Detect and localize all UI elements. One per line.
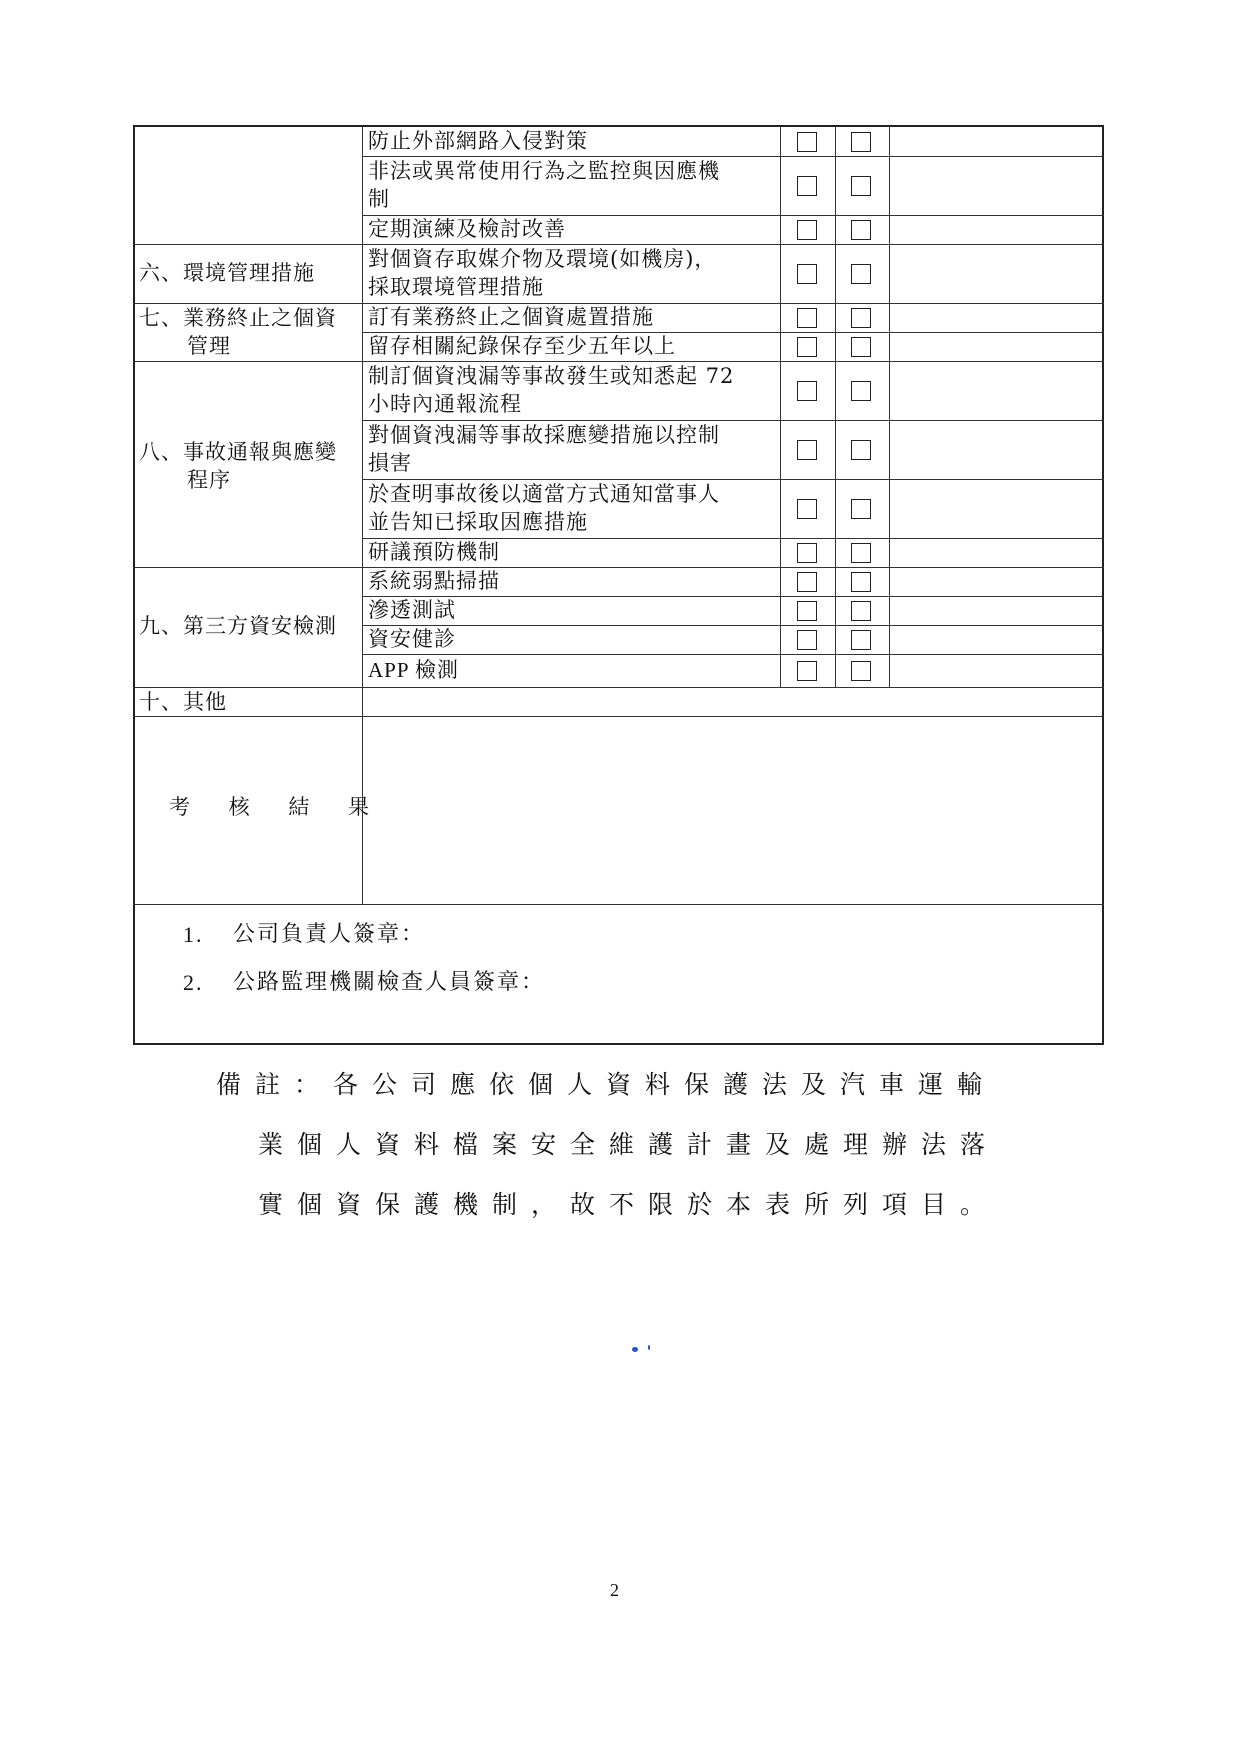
no-checkbox[interactable] [851,661,871,681]
no-checkbox[interactable] [851,308,871,328]
yes-checkbox[interactable] [797,132,817,152]
item-text: 資安健診 [368,627,456,651]
note-line-1: 備註：各公司應依個人資料保護法及汽車運輸 [216,1070,997,1099]
item-text: 防止外部網路入侵對策 [368,129,588,153]
section-other-label: 十、其他 [139,690,227,714]
signature-number-2: 2. [183,970,204,995]
item-text: 對個資洩漏等事故採應變措施以控制 [368,423,720,447]
yes-checkbox[interactable] [797,308,817,328]
no-checkbox[interactable] [851,440,871,460]
note-line-2: 業個人資料檔案安全維護計畫及處理辦法落 [258,1130,1000,1159]
inspector-signature-label: 公路監理機關檢查人員簽章： [233,970,546,995]
yes-checkbox[interactable] [797,661,817,681]
no-checkbox[interactable] [851,572,871,592]
section-incident-label-2: 程序 [187,468,231,492]
no-checkbox[interactable] [851,264,871,284]
item-text: 制 [368,187,390,211]
item-text: 研議預防機制 [368,540,500,564]
no-checkbox[interactable] [851,543,871,563]
section-env-label: 六、環境管理措施 [139,261,315,285]
no-checkbox[interactable] [851,499,871,519]
no-checkbox[interactable] [851,220,871,240]
no-checkbox[interactable] [851,176,871,196]
checklist-table [133,125,1104,1045]
no-checkbox[interactable] [851,601,871,621]
yes-checkbox[interactable] [797,264,817,284]
ink-spot [648,1345,650,1350]
yes-checkbox[interactable] [797,337,817,357]
yes-checkbox[interactable] [797,176,817,196]
item-text: 定期演練及檢討改善 [368,217,566,241]
yes-checkbox[interactable] [797,543,817,563]
item-text: 系統弱點掃描 [368,569,500,593]
yes-checkbox[interactable] [797,499,817,519]
no-checkbox[interactable] [851,630,871,650]
yes-checkbox[interactable] [797,440,817,460]
section-termination-label-1: 七、業務終止之個資 [139,306,337,330]
item-text: 滲透測試 [368,598,456,622]
yes-checkbox[interactable] [797,601,817,621]
yes-checkbox[interactable] [797,381,817,401]
yes-checkbox[interactable] [797,220,817,240]
item-text: 訂有業務終止之個資處置措施 [368,305,654,329]
no-checkbox[interactable] [851,337,871,357]
note-line-3: 實個資保護機制，故不限於本表所列項目。 [258,1190,1000,1219]
result-label: 考 核 結 果 [169,795,386,819]
item-text: APP 檢測 [368,658,459,682]
yes-checkbox[interactable] [797,572,817,592]
signature-number-1: 1. [183,922,204,947]
no-checkbox[interactable] [851,381,871,401]
item-text: 損害 [368,451,412,475]
section-termination-label-2: 管理 [187,334,231,358]
item-text: 小時內通報流程 [368,392,522,416]
page-number: 2 [610,1580,619,1600]
ink-spot [632,1347,638,1352]
section-incident-label-1: 八、事故通報與應變 [139,440,337,464]
item-text: 非法或異常使用行為之監控與因應機 [368,159,720,183]
item-text: 於查明事故後以適當方式通知當事人 [368,482,720,506]
section-third-party-label: 九、第三方資安檢測 [139,614,337,638]
company-signature-label: 公司負責人簽章： [233,922,426,947]
item-text: 並告知已採取因應措施 [368,510,588,534]
item-text: 對個資存取媒介物及環境(如機房)， [368,247,717,271]
no-checkbox[interactable] [851,132,871,152]
result-field[interactable] [364,718,1102,903]
item-text: 採取環境管理措施 [368,275,544,299]
yes-checkbox[interactable] [797,630,817,650]
item-text: 留存相關紀錄保存至少五年以上 [368,334,676,358]
item-text: 制訂個資洩漏等事故發生或知悉起 72 [368,364,735,388]
other-field[interactable] [364,689,1102,715]
